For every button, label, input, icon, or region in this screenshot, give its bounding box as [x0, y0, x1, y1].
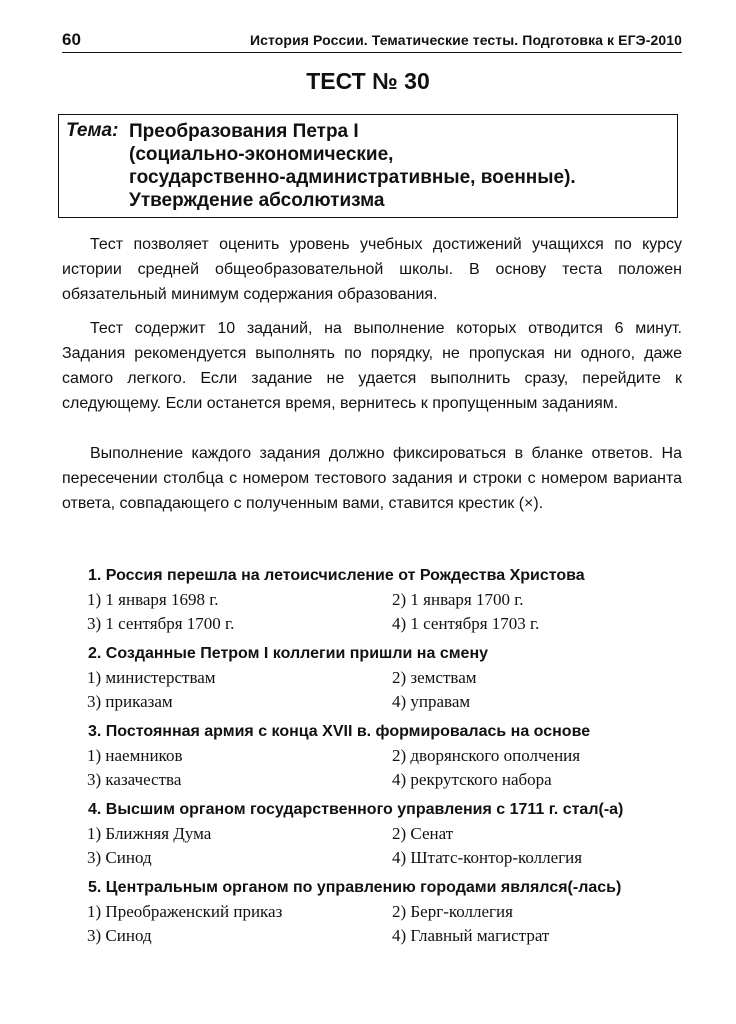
page-header [62, 30, 682, 53]
intro-paragraph: Тест содержит 10 заданий, на выполнение которых отводится 6 минут. Задания рекомендуется выполнять по порядку, не пропуская ни одного, даже самого легкого. Если задание не удается выполнить сразу, перейдите к следующему. Если останется время, вернитесь к пропущенным заданиям. [62, 320, 682, 412]
topic-box [58, 114, 678, 218]
answer-option: 2) Берг-коллегия [392, 902, 513, 921]
answer-option: 1) министерствам [87, 668, 216, 687]
running-title: История России. Тематические тесты. Подготовка к ЕГЭ-2010 [249, 32, 682, 48]
answer-option: 3) казачества [87, 770, 182, 789]
answer-option: 4) Штатс-контор-коллегия [392, 848, 583, 867]
question-2 [62, 642, 682, 714]
question-list [62, 564, 682, 954]
answer-option: 2) дворянского ополчения [392, 746, 581, 765]
answer-option: 3) Синод [87, 848, 152, 867]
answer-option: 1) наемников [87, 746, 183, 765]
intro-paragraph: Тест позволяет оценить уровень учебных достижений учащихся по курсу истории средней общеобразовательной школы. В основу теста положен обязательный минимум содержания образования. [62, 236, 682, 303]
answer-option: 4) управам [392, 692, 471, 711]
answer-option: 2) 1 января 1700 г. [392, 590, 524, 609]
answer-options [62, 666, 682, 714]
question-text: 2. Созданные Петром I коллегии пришли на смену [88, 645, 489, 662]
question-3 [62, 720, 682, 792]
answer-option: 4) рекрутского набора [392, 770, 552, 789]
answer-options [62, 900, 682, 948]
question-1 [62, 564, 682, 636]
question-4 [62, 798, 682, 870]
answer-option: 4) 1 сентября 1703 г. [392, 614, 540, 633]
question-text: 3. Постоянная армия с конца XVII в. формировалась на основе [88, 723, 591, 740]
answer-option: 4) Главный магистрат [392, 926, 550, 945]
answer-option: 3) 1 сентября 1700 г. [87, 614, 235, 633]
answer-option: 1) 1 января 1698 г. [87, 590, 219, 609]
topic-line: Преобразования Петра I [129, 121, 359, 142]
topic-lines [129, 120, 576, 212]
test-title: ТЕСТ № 30 [306, 68, 430, 94]
answer-option: 1) Ближняя Дума [87, 824, 212, 843]
answer-option: 3) приказам [87, 692, 173, 711]
answer-option: 2) земствам [392, 668, 477, 687]
question-text: 1. Россия перешла на летоисчисление от Рождества Христова [88, 567, 585, 584]
question-text: 5. Центральным органом по управлению городами являлся(-лась) [88, 879, 622, 896]
topic-line: (социально-экономические, [129, 144, 394, 165]
answer-option: 1) Преображенский приказ [87, 902, 283, 921]
answer-option: 2) Сенат [392, 824, 454, 843]
question-5 [62, 876, 682, 948]
answer-options [62, 744, 682, 792]
intro-paragraph: Выполнение каждого задания должно фиксироваться в бланке ответов. На пересечении столбца с номером тестового задания и строки с номером варианта ответа, совпадающего с полученным вами, ставится крестик (×). [62, 445, 682, 512]
topic-line: государственно-административные, военные). [129, 167, 576, 188]
answer-option: 3) Синод [87, 926, 152, 945]
answer-options [62, 822, 682, 870]
answer-options [62, 588, 682, 636]
question-text: 4. Высшим органом государственного управления с 1711 г. стал(-а) [88, 801, 624, 818]
topic-line: Утверждение абсолютизма [129, 190, 385, 211]
topic-label: Тема: [66, 120, 119, 141]
page-number: 60 [62, 30, 81, 49]
